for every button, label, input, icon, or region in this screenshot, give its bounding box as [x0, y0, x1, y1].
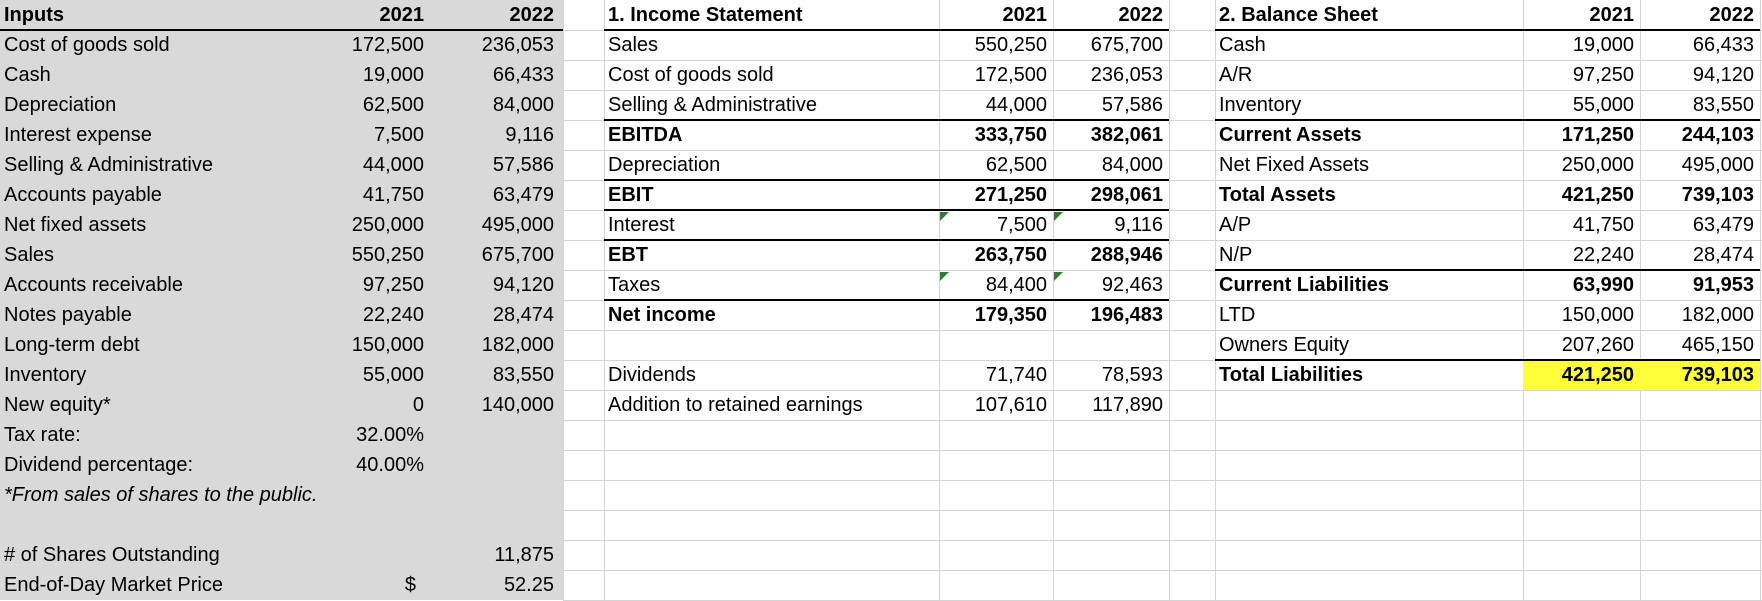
inputs-year-2022[interactable]: 2022: [509, 4, 554, 26]
input-value-2021[interactable]: 62,500: [362, 94, 424, 116]
input-value-2021[interactable]: 7,500: [373, 124, 424, 146]
input-row-label[interactable]: Inventory: [4, 364, 87, 386]
income-value-2022[interactable]: 236,053: [1090, 64, 1163, 86]
dividends-label[interactable]: Dividends: [608, 364, 696, 386]
comment-flag-icon: [940, 272, 949, 281]
input-value-2022[interactable]: 94,120: [492, 274, 554, 296]
income-value-2022[interactable]: 288,946: [1090, 244, 1163, 266]
inputs-year-2021[interactable]: 2021: [379, 4, 424, 26]
balance-value-2022[interactable]: 739,103: [1681, 184, 1754, 206]
income-value-2021[interactable]: 271,250: [974, 184, 1047, 206]
input-value-2022[interactable]: 675,700: [481, 244, 554, 266]
income-row-label[interactable]: Interest: [608, 214, 675, 236]
input-row-label[interactable]: Selling & Administrative: [4, 154, 213, 176]
balance-value-2022[interactable]: 495,000: [1681, 154, 1754, 176]
balance-value-2021[interactable]: 97,250: [1572, 64, 1634, 86]
border-line: [1215, 119, 1760, 121]
footnote[interactable]: *From sales of shares to the public.: [4, 484, 318, 506]
grid-line-v: [563, 0, 564, 600]
income-value-2021[interactable]: 84,400: [985, 274, 1047, 296]
balance-row-label[interactable]: LTD: [1219, 304, 1256, 326]
balance-value-2021[interactable]: 250,000: [1561, 154, 1634, 176]
border-line: [0, 29, 563, 31]
dividends-2021[interactable]: 71,740: [985, 364, 1047, 386]
income-value-2021[interactable]: 62,500: [985, 154, 1047, 176]
input-row-label[interactable]: Accounts receivable: [4, 274, 183, 296]
input-row-label[interactable]: Cost of goods sold: [4, 34, 170, 56]
input-value-2021[interactable]: 97,250: [362, 274, 424, 296]
input-row-label[interactable]: Cash: [4, 64, 51, 86]
retained-2022[interactable]: 117,890: [1092, 394, 1163, 416]
income-row-label[interactable]: Selling & Administrative: [608, 94, 817, 116]
balance-value-2022[interactable]: 66,433: [1692, 34, 1754, 56]
income-year-2022[interactable]: 2022: [1118, 4, 1163, 26]
balance-value-2022[interactable]: 91,953: [1692, 274, 1754, 296]
input-row-label[interactable]: Depreciation: [4, 94, 117, 116]
border-line: [604, 179, 1169, 181]
grid-line-v: [1169, 0, 1170, 600]
balance-row-label[interactable]: Cash: [1219, 34, 1266, 56]
balance-year-2022[interactable]: 2022: [1709, 4, 1754, 26]
income-value-2022[interactable]: 675,700: [1090, 34, 1163, 56]
income-header[interactable]: 1. Income Statement: [608, 4, 803, 26]
income-row-label[interactable]: EBT: [608, 244, 648, 266]
grid-line-h: [563, 420, 1762, 421]
input-value-2022[interactable]: 495,000: [481, 214, 554, 236]
balance-value-2022[interactable]: 28,474: [1692, 244, 1754, 266]
balance-row-label[interactable]: Current Liabilities: [1219, 274, 1390, 296]
balance-year-2021[interactable]: 2021: [1589, 4, 1634, 26]
input-value-2021[interactable]: 0: [412, 394, 424, 416]
income-row-label[interactable]: Sales: [608, 34, 659, 56]
grid-line-h: [563, 570, 1762, 571]
input-value-2022[interactable]: 57,586: [492, 154, 554, 176]
income-value-2021[interactable]: 263,750: [974, 244, 1047, 266]
comment-flag-icon: [1054, 272, 1063, 281]
dividends-2022[interactable]: 78,593: [1101, 364, 1163, 386]
price-label[interactable]: End-of-Day Market Price: [4, 574, 223, 596]
income-value-2022[interactable]: 196,483: [1090, 304, 1163, 326]
input-row-label[interactable]: Net fixed assets: [4, 214, 147, 236]
balance-row-label[interactable]: Total Liabilities: [1219, 364, 1364, 386]
border-line: [1215, 359, 1760, 361]
tax-rate-label[interactable]: Tax rate:: [4, 424, 81, 446]
balance-value-2021[interactable]: 150,000: [1561, 304, 1634, 326]
balance-value-2021[interactable]: 63,990: [1572, 274, 1634, 296]
input-value-2021[interactable]: 19,000: [362, 64, 424, 86]
border-line: [604, 119, 1169, 121]
input-row-label[interactable]: Accounts payable: [4, 184, 162, 206]
balance-row-label[interactable]: Current Assets: [1219, 124, 1362, 146]
balance-value-2022[interactable]: 94,120: [1692, 64, 1754, 86]
income-value-2022[interactable]: 382,061: [1090, 124, 1163, 146]
balance-row-label[interactable]: Inventory: [1219, 94, 1302, 116]
input-value-2022[interactable]: 182,000: [481, 334, 554, 356]
income-row-label[interactable]: Taxes: [608, 274, 661, 296]
balance-value-2021[interactable]: 421,250: [1561, 364, 1634, 386]
price-value[interactable]: 52.25: [503, 574, 554, 596]
grid-line-h: [563, 450, 1762, 451]
balance-row-label[interactable]: Owners Equity: [1219, 334, 1350, 356]
income-value-2021[interactable]: 550,250: [974, 34, 1047, 56]
income-value-2022[interactable]: 9,116: [1114, 214, 1163, 236]
income-value-2021[interactable]: 333,750: [974, 124, 1047, 146]
balance-value-2021[interactable]: 22,240: [1572, 244, 1634, 266]
input-value-2022[interactable]: 66,433: [492, 64, 554, 86]
balance-value-2021[interactable]: 171,250: [1561, 124, 1634, 146]
income-year-2021[interactable]: 2021: [1002, 4, 1047, 26]
comment-flag-icon: [1054, 212, 1063, 221]
input-value-2021[interactable]: 150,000: [351, 334, 424, 356]
balance-value-2021[interactable]: 41,750: [1572, 214, 1634, 236]
input-value-2022[interactable]: 9,116: [505, 124, 554, 146]
border-line: [604, 299, 1169, 301]
retained-label[interactable]: Addition to retained earnings: [608, 394, 863, 416]
income-value-2021[interactable]: 172,500: [974, 64, 1047, 86]
input-value-2021[interactable]: 172,500: [351, 34, 424, 56]
inputs-header[interactable]: Inputs: [4, 4, 64, 26]
retained-2021[interactable]: 107,610: [974, 394, 1047, 416]
grid-line-v: [1760, 0, 1761, 600]
border-line: [604, 29, 1169, 31]
balance-value-2022[interactable]: 739,103: [1681, 364, 1754, 386]
balance-value-2022[interactable]: 244,103: [1681, 124, 1754, 146]
balance-value-2021[interactable]: 19,000: [1572, 34, 1634, 56]
income-row-label[interactable]: Depreciation: [608, 154, 721, 176]
input-row-label[interactable]: Interest expense: [4, 124, 152, 146]
income-row-label[interactable]: EBITDA: [608, 124, 683, 146]
balance-value-2022[interactable]: 465,150: [1681, 334, 1754, 356]
income-row-label[interactable]: EBIT: [608, 184, 654, 206]
input-value-2022[interactable]: 28,474: [492, 304, 554, 326]
input-value-2022[interactable]: 236,053: [481, 34, 554, 56]
income-value-2022[interactable]: 92,463: [1101, 274, 1163, 296]
input-row-label[interactable]: Long-term debt: [4, 334, 140, 356]
balance-value-2021[interactable]: 55,000: [1572, 94, 1634, 116]
input-value-2021[interactable]: 41,750: [362, 184, 424, 206]
income-row-label[interactable]: Net income: [608, 304, 716, 326]
balance-row-label[interactable]: Total Assets: [1219, 184, 1336, 206]
comment-flag-icon: [940, 212, 949, 221]
input-row-label[interactable]: New equity*: [4, 394, 111, 416]
dividend-pct-label[interactable]: Dividend percentage:: [4, 454, 194, 476]
balance-value-2021[interactable]: 207,260: [1561, 334, 1634, 356]
income-value-2022[interactable]: 84,000: [1101, 154, 1163, 176]
border-line: [1215, 269, 1760, 271]
income-value-2021[interactable]: 44,000: [985, 94, 1047, 116]
border-line: [604, 239, 1169, 241]
balance-value-2022[interactable]: 83,550: [1692, 94, 1754, 116]
balance-row-label[interactable]: N/P: [1219, 244, 1253, 266]
shares-value[interactable]: 11,875: [494, 544, 554, 566]
input-row-label[interactable]: Notes payable: [4, 304, 132, 326]
shares-label[interactable]: # of Shares Outstanding: [4, 544, 220, 566]
grid-line-h: [563, 510, 1762, 511]
input-value-2021[interactable]: 55,000: [362, 364, 424, 386]
income-row-label[interactable]: Cost of goods sold: [608, 64, 774, 86]
input-value-2021[interactable]: 250,000: [351, 214, 424, 236]
input-value-2022[interactable]: 63,479: [492, 184, 554, 206]
input-value-2022[interactable]: 83,550: [492, 364, 554, 386]
border-line: [1215, 29, 1760, 31]
input-value-2022[interactable]: 84,000: [492, 94, 554, 116]
income-value-2021[interactable]: 7,500: [996, 214, 1047, 236]
balance-row-label[interactable]: Net Fixed Assets: [1219, 154, 1370, 176]
input-value-2021[interactable]: 22,240: [362, 304, 424, 326]
income-value-2022[interactable]: 298,061: [1090, 184, 1163, 206]
currency-symbol[interactable]: $: [404, 574, 416, 596]
balance-header[interactable]: 2. Balance Sheet: [1219, 4, 1378, 26]
grid-line-h: [563, 480, 1762, 481]
dividend-pct-value[interactable]: 40.00%: [356, 454, 424, 476]
border-line: [604, 209, 1169, 211]
balance-row-label[interactable]: A/P: [1219, 214, 1252, 236]
balance-value-2022[interactable]: 182,000: [1681, 304, 1754, 326]
balance-value-2021[interactable]: 421,250: [1561, 184, 1634, 206]
income-value-2021[interactable]: 179,350: [974, 304, 1047, 326]
balance-value-2022[interactable]: 63,479: [1692, 214, 1754, 236]
input-value-2021[interactable]: 550,250: [351, 244, 424, 266]
input-value-2022[interactable]: 140,000: [481, 394, 554, 416]
input-value-2021[interactable]: 44,000: [362, 154, 424, 176]
input-row-label[interactable]: Sales: [4, 244, 55, 266]
tax-rate-value[interactable]: 32.00%: [356, 424, 424, 446]
grid-line-h: [563, 540, 1762, 541]
balance-row-label[interactable]: A/R: [1219, 64, 1253, 86]
income-value-2022[interactable]: 57,586: [1101, 94, 1163, 116]
